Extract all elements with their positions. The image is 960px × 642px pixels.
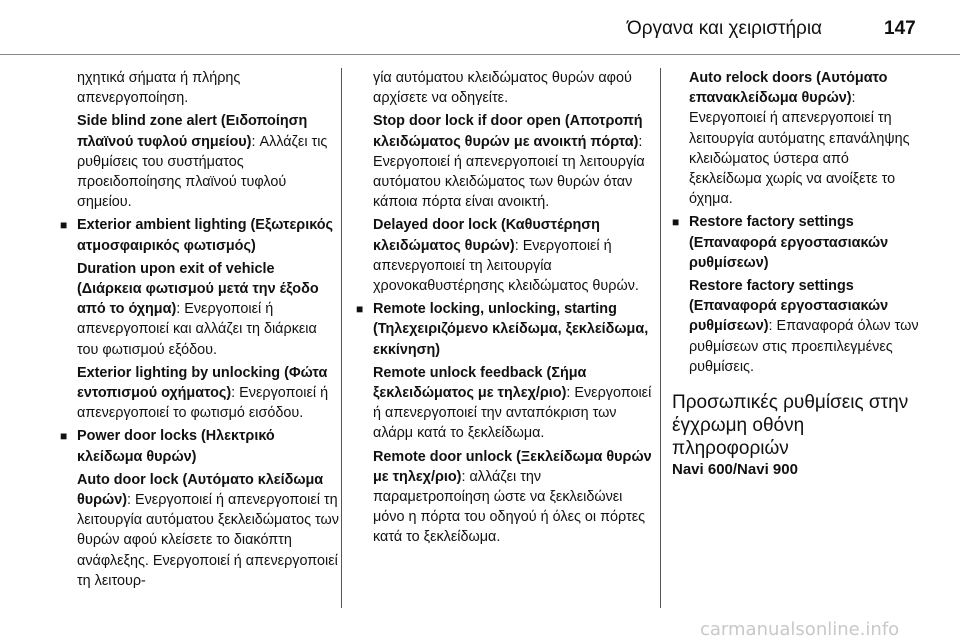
duration-entry xyxy=(60,259,342,360)
bullet-exterior-lighting xyxy=(60,215,342,255)
bullet-label: Remote locking, unlocking, starting (Τηλεχειριζόμενο κλείδωμα, ξεκλείδωμα, εκκίνηση) xyxy=(373,301,649,358)
page-header xyxy=(0,0,960,44)
bullet-square-icon: ■ xyxy=(60,429,68,444)
side-blind-zone-entry xyxy=(60,111,342,212)
delayed-door-lock-entry xyxy=(373,215,655,296)
entry-title: Remote unlock feedback (Σήμα ξεκλειδώματος με τηλεχ/ριο) xyxy=(373,364,587,402)
restore-factory-entry xyxy=(672,276,922,377)
continued-paragraph: γία αυτόματου κλειδώματος θυρών αφού αρχίσετε να οδηγείτε. xyxy=(373,70,632,107)
entry-description: : Ενεργοποιεί ή απενεργοποιεί τη λειτουργία χρονοκαθυστέρησης κλειδώματος θυρών. xyxy=(373,237,639,295)
entry-description: : Ενεργοποιεί ή απενεργοποιεί τη λειτουργία αυτόματου ξεκλειδώματος των θυρών αφού κλείσετε το διακόπτη ανάφλεξης. Ενεργοποιεί ή απενεργοποιεί τη λειτουρ- xyxy=(77,492,339,589)
entry-title: Remote door unlock (Ξεκλείδωμα θυρών με τηλεχ/ριο) xyxy=(373,448,652,485)
entry-title: Auto door lock (Αυτόματο κλείδωμα θυρών) xyxy=(77,471,324,509)
bullet-square-icon: ■ xyxy=(672,215,680,230)
watermark: carmanualsonline.info xyxy=(700,619,900,640)
entry-title: Duration upon exit of vehicle (Διάρκεια φωτισμού μετά την έξοδο από το όχημα) xyxy=(77,260,319,318)
auto-door-lock-entry xyxy=(60,470,342,591)
bullet-label: Restore factory settings (Επαναφορά εργοστασιακών ρυθμίσεων) xyxy=(689,214,889,271)
entry-description: : Ενεργοποιεί ή απενεργοποιεί τη λειτουργία αυτόματου κλειδώματος των θυρών όταν κάποια πόρτα είναι ανοικτή. xyxy=(373,133,645,211)
exterior-lighting-unlock-entry xyxy=(60,363,342,424)
bullet-label: Exterior ambient lighting (Εξωτερικός ατμοσφαιρικός φωτισμός) xyxy=(77,217,334,254)
entry-description: : αλλάζει την παραμετροποίηση ώστε να ξεκλειδώνει μόνο η πόρτα του οδηγού ή όλες οι πόρτες κατά το ξεκλείδωμα. xyxy=(373,468,646,546)
text-column-3 xyxy=(672,68,922,480)
entry-description: : Ενεργοποιεί ή απενεργοποιεί την ανταπόκριση των αλάρμ κατά το ξεκλείδωμα. xyxy=(373,385,652,442)
remote-door-unlock-entry xyxy=(373,447,655,548)
bullet-label: Power door locks (Ηλεκτρικό κλείδωμα θυρών) xyxy=(77,428,275,465)
bullet-restore-factory xyxy=(672,212,922,273)
entry-title: Auto relock doors (Αυτόματο επανακλείδωμα θυρών) xyxy=(689,70,888,107)
continued-paragraph: ηχητικά σήματα ή πλήρης απενεργοποίηση. xyxy=(77,70,241,107)
bullet-square-icon: ■ xyxy=(60,218,68,233)
section-heading: Προσωπικές ρυθμίσεις στην έγχρωμη οθόνη πληροφοριών xyxy=(672,392,909,460)
entry-title: Exterior lighting by unlocking (Φώτα εντοπισμού οχήματος) xyxy=(77,364,328,402)
entry-description: : Επαναφορά όλων των ρυθμίσεων στις προεπιλεγμένες ρυθμίσεις. xyxy=(689,318,919,375)
text-column-2 xyxy=(356,68,655,551)
entry-description: : Ενεργοποιεί ή απενεργοποιεί τη λειτουργία αυτόματης επανάληψης κλειδώματος ύστερα από ξεκλείδωμα χωρίς να ανοίξετε το όχημα. xyxy=(689,90,910,208)
entry-title: Delayed door lock (Καθυστέρηση κλειδώματος θυρών) xyxy=(373,217,600,254)
header-divider xyxy=(0,54,960,55)
remote-unlock-feedback-entry xyxy=(373,363,655,444)
entry-description: : Ενεργοποιεί ή απενεργοποιεί το φωτισμό εισόδου. xyxy=(77,385,329,422)
column-divider xyxy=(660,68,661,608)
header-title: Όργανα και χειριστήρια xyxy=(627,18,823,39)
text-column-1 xyxy=(60,68,342,594)
section-subheading: Navi 600/Navi 900 xyxy=(672,461,798,479)
auto-relock-entry xyxy=(672,68,922,209)
entry-title: Side blind zone alert (Ειδοποίηση πλαϊνού τυφλού σημείου) xyxy=(77,113,308,150)
bullet-square-icon: ■ xyxy=(356,302,364,317)
stop-door-lock-entry xyxy=(373,111,655,212)
entry-title: Stop door lock if door open (Αποτροπή κλειδώματος θυρών με ανοικτή πόρτα) xyxy=(373,113,643,150)
bullet-remote-locking xyxy=(356,299,655,360)
entry-description: : Ενεργοποιεί ή απενεργοποιεί και αλλάζει τη διάρκεια του φωτισμού εξόδου. xyxy=(77,301,317,358)
entry-title: Restore factory settings (Επαναφορά εργοστασιακών ρυθμίσεων) xyxy=(689,278,889,335)
page-number: 147 xyxy=(884,18,916,39)
bullet-power-door-locks xyxy=(60,426,342,466)
entry-description: : Αλλάζει τις ρυθμίσεις του συστήματος προειδοποίησης πλαϊνού τυφλού σημείου. xyxy=(77,133,328,211)
